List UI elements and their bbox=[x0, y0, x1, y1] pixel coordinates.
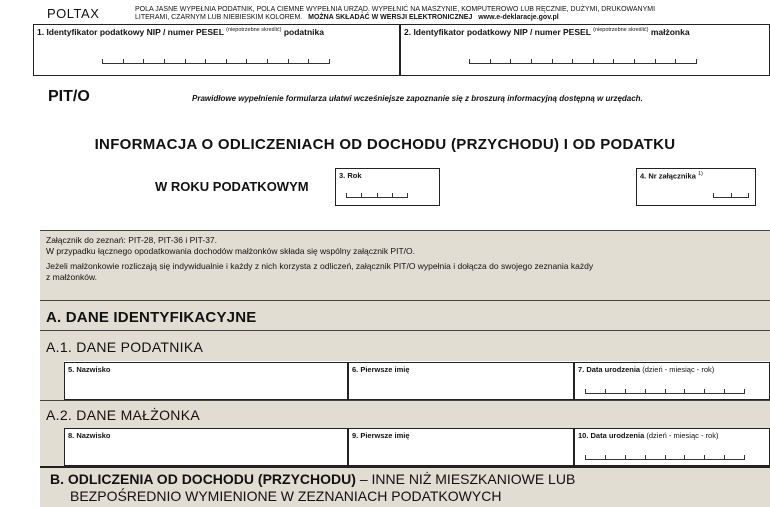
comb-tick bbox=[185, 59, 186, 63]
a2-birth-date-hint: (dzień - miesiąc - rok) bbox=[646, 431, 719, 440]
comb-tick bbox=[361, 193, 362, 197]
a1-birth-date-text: 7. Data urodzenia bbox=[578, 365, 641, 374]
a2-first-name-field[interactable] bbox=[348, 428, 574, 466]
a1-birth-date-hint: (dzień - miesiąc - rok) bbox=[642, 365, 715, 374]
section-b-title-line-2: BEZPOŚREDNIO WYMIENIONE W ZEZNANIACH PODATKOWYCH bbox=[70, 488, 502, 504]
comb-tick bbox=[377, 193, 378, 197]
comb-tick bbox=[696, 59, 697, 63]
a1-row-margin bbox=[40, 360, 64, 400]
info-line-2: W przypadku łącznego opodatkowania dochodów małżonków składa się wspólny załącznik PIT/O. bbox=[46, 246, 415, 256]
section-b-title bbox=[50, 471, 575, 487]
nip-comb-1 bbox=[102, 59, 330, 64]
a2-row-margin bbox=[40, 428, 64, 468]
comb-tick bbox=[288, 59, 289, 63]
year-field-label: 3. Rok bbox=[339, 171, 362, 180]
comb-tick bbox=[102, 59, 103, 63]
a2-birth-date-text: 10. Data urodzenia bbox=[578, 431, 645, 440]
comb-tick bbox=[329, 59, 330, 63]
comb-tick bbox=[675, 59, 676, 63]
section-b-title-rest: – INNE NIŻ MIESZKANIOWE LUB bbox=[359, 471, 576, 487]
comb-tick bbox=[645, 455, 646, 459]
comb-tick bbox=[645, 389, 646, 393]
comb-tick bbox=[531, 59, 532, 63]
form-title: INFORMACJA O ODLICZENIACH OD DOCHODU (PRZYCHODU) I OD PODATKU bbox=[94, 136, 676, 153]
form-note: Prawidłowe wypełnienie formularza ułatwi wcześniejsze zapoznanie się z broszurą informacyjną dostępną w urzędach. bbox=[192, 94, 643, 103]
header-instructions bbox=[135, 6, 765, 22]
nip-field-2-suffix: małżonka bbox=[650, 27, 690, 37]
comb-tick bbox=[593, 59, 594, 63]
year-comb bbox=[346, 193, 408, 198]
comb-tick bbox=[205, 59, 206, 63]
section-a-title: A. DANE IDENTYFIKACYJNE bbox=[46, 309, 257, 326]
comb-tick bbox=[226, 59, 227, 63]
comb-tick bbox=[634, 59, 635, 63]
nip-field-1-suffix: podatnika bbox=[283, 27, 324, 37]
section-a1-header bbox=[40, 330, 770, 361]
comb-tick bbox=[605, 389, 606, 393]
nip-comb-2 bbox=[469, 59, 697, 64]
instructions-line-2 bbox=[135, 14, 765, 22]
comb-tick bbox=[655, 59, 656, 63]
comb-tick bbox=[724, 455, 725, 459]
section-a1-title: A.1. DANE PODATNIKA bbox=[46, 339, 204, 355]
comb-tick bbox=[392, 193, 393, 197]
comb-tick bbox=[246, 59, 247, 63]
comb-tick bbox=[684, 455, 685, 459]
section-a-header bbox=[40, 300, 770, 331]
instructions-url: www.e-deklaracje.gov.pl bbox=[478, 14, 559, 21]
comb-tick bbox=[625, 389, 626, 393]
brand-logo: POLTAX bbox=[47, 6, 100, 21]
comb-tick bbox=[724, 389, 725, 393]
year-field[interactable] bbox=[335, 168, 440, 206]
a2-birth-date-field[interactable] bbox=[574, 428, 770, 466]
a2-surname-field[interactable] bbox=[64, 428, 348, 466]
comb-tick bbox=[605, 455, 606, 459]
attachment-number-sup: 1) bbox=[697, 171, 703, 177]
section-a2-header bbox=[40, 400, 770, 429]
comb-tick bbox=[613, 59, 614, 63]
comb-tick bbox=[267, 59, 268, 63]
form-code: PIT/O bbox=[48, 88, 90, 105]
comb-tick bbox=[665, 389, 666, 393]
info-panel bbox=[40, 230, 770, 301]
instructions-line-2a: LITERAMI, CZARNYM LUB NIEBIESKIM KOLOREM. bbox=[135, 14, 303, 21]
nip-field-2-sup: (niepotrzebne skreślić) bbox=[593, 27, 649, 34]
attachment-comb bbox=[713, 193, 749, 198]
tax-year-label: W ROKU PODATKOWYM bbox=[155, 179, 309, 194]
instructions-line-1: POLA JASNE WYPEŁNIA PODATNIK, POLA CIEMNE WYPEŁNIA URZĄD. WYPEŁNIĆ NA MASZYNIE, KOMPUTEROWO LUB RĘCZNIE, DUŻYMI, DRUKOWANYMI bbox=[135, 6, 656, 13]
comb-tick bbox=[731, 193, 732, 197]
comb-tick bbox=[308, 59, 309, 63]
comb-tick bbox=[665, 455, 666, 459]
comb-tick bbox=[510, 59, 511, 63]
comb-tick bbox=[713, 193, 714, 197]
attachment-number-field[interactable] bbox=[636, 168, 756, 206]
comb-tick bbox=[625, 455, 626, 459]
a1-birth-date-label bbox=[578, 365, 714, 374]
comb-tick bbox=[585, 455, 586, 459]
comb-tick bbox=[585, 389, 586, 393]
a2-first-name-label: 9. Pierwsze imię bbox=[352, 431, 410, 440]
attachment-number-text: 4. Nr załącznika bbox=[640, 171, 696, 181]
comb-tick bbox=[469, 59, 470, 63]
instructions-line-2b: MOŻNA SKŁADAĆ W WERSJI ELEKTRONICZNEJ bbox=[308, 14, 473, 21]
section-b-title-bold: B. ODLICZENIA OD DOCHODU (PRZYCHODU) bbox=[50, 471, 356, 487]
nip-field-1-label: 1. Identyfikator podatkowy NIP / numer PESEL bbox=[37, 27, 224, 37]
info-line-4: z małżonków. bbox=[46, 272, 98, 282]
a2-birth-date-label bbox=[578, 431, 718, 440]
comb-tick bbox=[704, 389, 705, 393]
comb-tick bbox=[346, 193, 347, 197]
section-a2-title: A.2. DANE MAŁŻONKA bbox=[46, 407, 200, 423]
comb-tick bbox=[143, 59, 144, 63]
a1-birth-comb bbox=[585, 389, 745, 394]
attachment-number-label bbox=[640, 171, 703, 181]
comb-tick bbox=[744, 389, 745, 393]
comb-tick bbox=[748, 193, 749, 197]
nip-field-taxpayer[interactable] bbox=[33, 24, 400, 76]
comb-tick bbox=[490, 59, 491, 63]
comb-tick bbox=[164, 59, 165, 63]
a1-surname-field[interactable] bbox=[64, 362, 348, 400]
info-line-3: Jeżeli małżonkowie rozliczają się indywidualnie i każdy z nich korzysta z odliczeń, załącznik PIT/O wypełnia i dołącza do swojego zeznania każdy bbox=[46, 261, 594, 271]
comb-tick bbox=[552, 59, 553, 63]
nip-field-2-label: 2. Identyfikator podatkowy NIP / numer PESEL bbox=[404, 27, 591, 37]
nip-field-spouse[interactable] bbox=[400, 24, 770, 76]
a2-surname-label: 8. Nazwisko bbox=[68, 431, 111, 440]
section-b-header bbox=[40, 466, 770, 507]
a1-first-name-label: 6. Pierwsze imię bbox=[352, 365, 410, 374]
a1-surname-label: 5. Nazwisko bbox=[68, 365, 111, 374]
nip-field-1-sup: (niepotrzebne skreślić) bbox=[226, 27, 282, 34]
comb-tick bbox=[572, 59, 573, 63]
a2-birth-comb bbox=[585, 455, 745, 460]
info-line-1: Załącznik do zeznań: PIT-28, PIT-36 i PIT-37. bbox=[46, 235, 218, 245]
a1-first-name-field[interactable] bbox=[348, 362, 574, 400]
comb-tick bbox=[744, 455, 745, 459]
comb-tick bbox=[684, 389, 685, 393]
comb-tick bbox=[407, 193, 408, 197]
comb-tick bbox=[704, 455, 705, 459]
a1-birth-date-field[interactable] bbox=[574, 362, 770, 400]
comb-tick bbox=[123, 59, 124, 63]
